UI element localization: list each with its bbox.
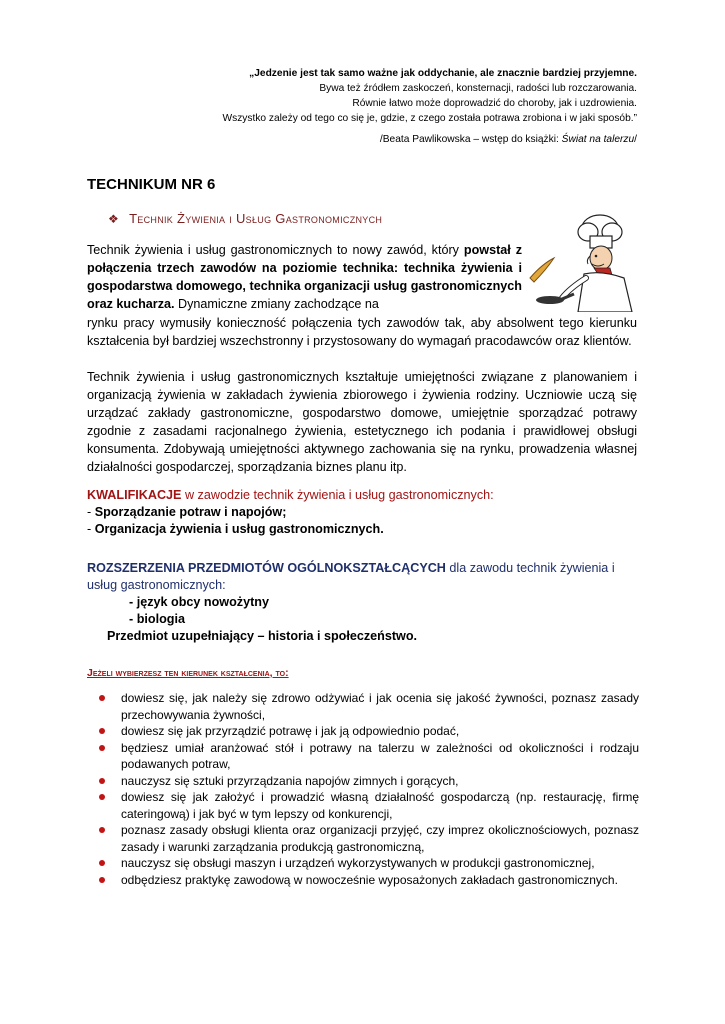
quote-source-suffix: / [634,134,637,145]
qualifications-heading [87,487,494,504]
extension-item: - biologia [129,612,185,626]
list-item [97,872,639,889]
qualification-item-text: Sporządzanie potraw i napojów; [94,505,287,519]
page-title: TECHNIKUM NR 6 [87,176,216,193]
list-item-text: dowiesz się jak przyrządzić potrawę i jak ją odpowiednio podać, [121,724,460,738]
qualifications-label: KWALIFIKACJE [87,488,182,502]
list-item [97,740,639,773]
quote-line-4: Wszystko zależy od tego co się je, gdzie, z czego została potrawa zrobiona i w jaki sposób.” [222,113,637,124]
bullet-icon [99,860,105,866]
chef-illustration [528,212,640,312]
bullet-icon [99,745,105,751]
list-item [97,789,639,822]
bullet-icon [99,877,105,883]
benefits-heading: Jeżeli wybierzesz ten kierunek kształcenia, to: [87,667,289,679]
list-item-text: dowiesz się jak założyć i prowadzić własną działalność gospodarczą (np. restaurację, firmę cateringową) i jak być w tym lepszy od konkurencji, [121,790,639,821]
quote-source-prefix: /Beata Pawlikowska – wstęp do książki: [379,134,562,145]
bullet-icon [99,794,105,800]
qualification-item: - Sporządzanie potraw i napojów; [87,505,287,519]
bullet-icon [99,728,105,734]
quote-line-2: Bywa też źródłem zaskoczeń, konsternacji, radości lub rozczarowania. [319,83,637,94]
list-item-text: nauczysz się sztuki przyrządzania napojów zimnych i gorących, [121,773,459,788]
list-item-text: będziesz umiał aranżować stół i potrawy na talerzu w zależności od okoliczności i rodzaju podawanych potraw, [121,740,639,771]
qualifications-section [87,487,494,538]
description-paragraph: Technik żywienia i usług gastronomicznych kształtuje umiejętności związane z planowaniem i organizacją żywienia w zakładach żywienia zbiorowego i żywienia rodziny. Uczniowie uczą się urządzać zakłady gastronomiczne, gospodarstwo domowe, umiejętnie sporządzać potrawy zgodnie z zasadami racjonalnego żywienia, estetycznego ich podania i prawidłowej obsługi konsumenta. Zdobywają umiejętności aktywnego zachowania się na rynku, prowadzenia własnej działalności gospodarczej, sporządzania biznes planu itp. [87,370,637,474]
quote-line-3: Równie łatwo może doprowadzić do choroby, jak i uzdrowienia. [352,98,637,109]
list-item-text: poznasz zasady obsługi klienta oraz organizacji przyjęć, czy imprez okolicznościowych, poznasz zasady i warunki zarządzania produkcją gastronomiczną, [121,823,639,854]
list-item [97,773,639,790]
list-item-text: nauczysz się obsługi maszyn i urządzeń wykorzystywanych w produkcji gastronomicznej, [121,856,595,870]
intro-paragraph [87,241,522,313]
extension-item: - język obcy nowożytny [129,595,269,609]
extensions-label: ROZSZERZENIA PRZEDMIOTÓW OGÓLNOKSZTAŁCĄCYCH [87,561,446,575]
supplementary-subject: Przedmiot uzupełniający – historia i społeczeństwo. [107,629,418,643]
bullet-icon [99,778,105,784]
extensions-section [87,560,637,645]
section-subtitle [108,211,382,226]
diamond-bullet-icon: ❖ [108,212,120,226]
list-item [97,855,639,872]
bullet-icon [99,695,105,701]
benefits-list [97,690,639,888]
epigraph-quote [117,66,637,147]
intro-text-bold: powstał z połączenia trzech zawodów na poziomie technika: technika żywienia i gospodarstwa domowego, technika organizacji usług gastronomicznych oraz kucharza. [87,243,523,311]
quote-line-1: „Jedzenie jest tak samo ważne jak oddychanie, ale znacznie bardziej przyjemne. [249,68,637,79]
extensions-heading [87,560,637,594]
qualification-item: - Organizacja żywienia i usług gastronomicznych. [87,522,384,536]
intro-text-2: Dynamiczne zmiany zachodzące na [174,297,379,311]
list-item [97,690,639,723]
bullet-icon [99,827,105,833]
qualifications-heading-tail: w zawodzie technik żywienia i usług gastronomicznych: [181,488,494,502]
intro-text-1: Technik żywienia i usług gastronomicznych to nowy zawód, który [87,243,464,257]
list-item-text: odbędziesz praktykę zawodową w nowocześnie wyposażonych zakładach gastronomicznych. [121,872,618,887]
quote-source-title: Świat na talerzu [561,134,635,145]
subtitle-text: Technik Żywienia i Usług Gastronomicznych [129,211,383,226]
list-item-text: dowiesz się, jak należy się zdrowo odżywiać i jak ocenia się jakość żywności, poznasz zasady przechowywania żywności, [121,691,639,722]
quote-source [117,132,637,147]
extensions-heading-tail: dla zawodu technik żywienia i usług gastronomicznych: [87,561,615,592]
qualification-item-text: Organizacja żywienia i usług gastronomicznych. [94,522,384,536]
intro-paragraph-continued: rynku pracy wymusiły konieczność połączenia tych zawodów tak, aby absolwent tego kierunku kształcenia był bardziej wszechstronny i przystosowany do wymagań pracodawców oraz klientów. [87,316,637,348]
list-item [97,723,639,740]
list-item [97,822,639,855]
